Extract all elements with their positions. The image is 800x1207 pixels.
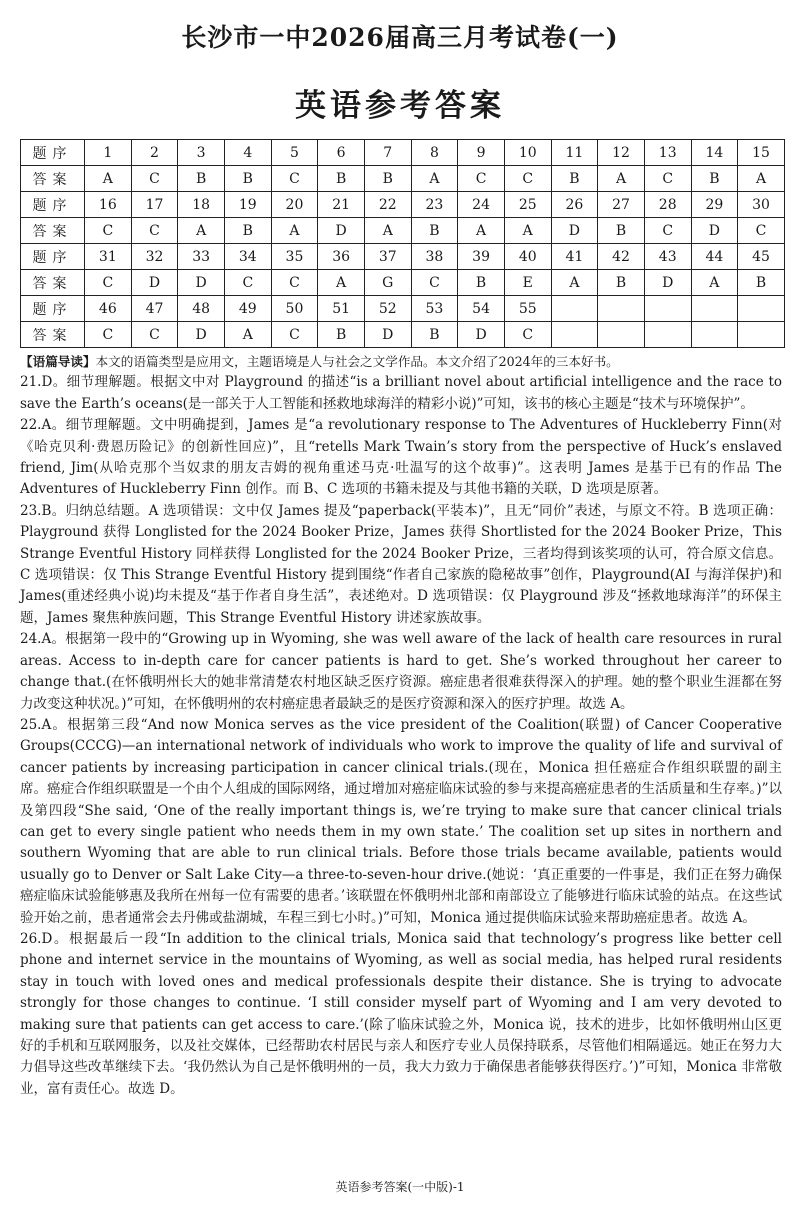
- explanations-section: [20, 351, 782, 1100]
- explanation-text: 细节理解题。文中明确提到，James 是“a revolutionary response to The Adventures of Huckleberry Finn(对《哈克贝利·费恩历险记》的创新性回应)”，且“retells Mark Twain’s story from the perspective of Huck’s enslaved friend, Jim(从哈克那个当奴隶的朋友吉姆的视角重述马克·吐温写的这个故事)”。这表明 James 是基于已有的作品 The Adventures of Huckleberry Finn 创作。而 B、C 选项的书籍未提及与其他书籍的关联，D 选项是原著。: [20, 417, 782, 498]
- answer-label-cell: 答案: [21, 166, 85, 192]
- question-number-cell: 16: [85, 192, 132, 218]
- question-number-cell: 20: [271, 192, 318, 218]
- guide-paragraph: [20, 351, 782, 372]
- answer-cell: D: [458, 322, 505, 348]
- answer-cell: A: [224, 322, 271, 348]
- answer-cell: C: [504, 166, 551, 192]
- question-number-cell: 30: [738, 192, 785, 218]
- question-number-cell: 28: [644, 192, 691, 218]
- answer-cell: C: [271, 270, 318, 296]
- answer-cell: C: [644, 166, 691, 192]
- question-number-cell: 7: [364, 140, 411, 166]
- answer-cell: D: [551, 218, 598, 244]
- answer-cell: B: [458, 270, 505, 296]
- explanation-answer: 23.B。: [20, 502, 66, 519]
- question-number-cell: 33: [178, 244, 225, 270]
- question-number-cell: 25: [504, 192, 551, 218]
- answer-cell: C: [85, 322, 132, 348]
- question-number-cell: 26: [551, 192, 598, 218]
- question-number-row: [21, 296, 785, 322]
- question-number-cell: 15: [738, 140, 785, 166]
- question-number-cell: 47: [131, 296, 178, 322]
- question-number-cell: 55: [504, 296, 551, 322]
- explanation-answer: 26.D。: [20, 930, 70, 947]
- answer-cell: C: [271, 322, 318, 348]
- explanation-text: 根据最后一段“In addition to the clinical trials, Monica said that technology’s progress like better cell phone and internet service in the mountains of Wyoming, as well as social media, has helped rural residents stay in touch with loved ones and medical professionals despite their distance. She is trying to advocate strongly for those changes to continue. ‘I still consider myself part of Wyoming and I am very devoted to making sure that patients can get access to care.’(除了临床试验之外，Monica 说，技术的进步，比如怀俄明州山区更好的手机和互联网服务，以及社交媒体，已经帮助农村居民与亲人和医疗专业人员保持联系，尽管他们相隔遥远。她正在努力大力倡导这些改革继续下去。‘我仍然认为自己是怀俄明州的一员，我大力致力于确保患者能够获得医疗。’)”可知，Monica 非常敬业，富有责任心。故选 D。: [20, 930, 782, 1097]
- answer-cell: D: [644, 270, 691, 296]
- answer-table: [20, 139, 785, 348]
- question-number-cell: 23: [411, 192, 458, 218]
- question-number-cell: 31: [85, 244, 132, 270]
- guide-text: 本文的语篇类型是应用文，主题语境是人与社会之文学作品。本文介绍了2024年的三本好书。: [95, 354, 619, 369]
- explanation-answer: 22.A。: [20, 417, 66, 434]
- answer-row: [21, 218, 785, 244]
- answer-label-cell: 答案: [21, 270, 85, 296]
- answer-cell: B: [598, 270, 645, 296]
- answer-cell: A: [551, 270, 598, 296]
- question-number-cell: 14: [691, 140, 738, 166]
- question-number-cell: 50: [271, 296, 318, 322]
- question-number-cell: 49: [224, 296, 271, 322]
- explanation-text: 根据第一段中的“Growing up in Wyoming, she was well aware of the lack of health care resources in rural areas. Access to in-depth care for cancer patients is hard to get. She’s worked throughout her career to change that.(在怀俄明州长大的她非常清楚农村地区缺乏医疗资源。癌症患者很难获得深入的护理。她的整个职业生涯都在努力改变这种状况。)”可知，在怀俄明州的农村癌症患者最缺乏的是医疗资源和深入的医疗护理。故选 A。: [20, 631, 782, 712]
- question-number-cell: 51: [318, 296, 365, 322]
- answer-cell: [691, 322, 738, 348]
- question-number-cell: 19: [224, 192, 271, 218]
- answer-cell: A: [364, 218, 411, 244]
- question-label-cell: 题序: [21, 140, 85, 166]
- question-number-cell: 44: [691, 244, 738, 270]
- explanation-answer: 21.D。: [20, 374, 67, 391]
- question-number-cell: 21: [318, 192, 365, 218]
- question-number-cell: 5: [271, 140, 318, 166]
- answer-cell: A: [178, 218, 225, 244]
- explanation-item: [20, 929, 782, 1100]
- answer-cell: E: [504, 270, 551, 296]
- answer-cell: B: [738, 270, 785, 296]
- question-number-cell: 54: [458, 296, 505, 322]
- question-number-cell: [644, 296, 691, 322]
- answer-cell: C: [411, 270, 458, 296]
- answer-cell: C: [131, 166, 178, 192]
- question-number-cell: 40: [504, 244, 551, 270]
- question-number-cell: [738, 296, 785, 322]
- answer-cell: B: [318, 322, 365, 348]
- answer-cell: A: [411, 166, 458, 192]
- answer-row: [21, 166, 785, 192]
- answer-cell: C: [458, 166, 505, 192]
- answer-cell: C: [644, 218, 691, 244]
- answer-cell: A: [318, 270, 365, 296]
- answer-cell: C: [738, 218, 785, 244]
- answer-cell: B: [691, 166, 738, 192]
- answer-cell: C: [85, 270, 132, 296]
- question-number-cell: 38: [411, 244, 458, 270]
- question-number-cell: 39: [458, 244, 505, 270]
- question-number-row: [21, 192, 785, 218]
- question-number-cell: 6: [318, 140, 365, 166]
- answer-cell: [738, 322, 785, 348]
- answer-cell: C: [504, 322, 551, 348]
- question-number-cell: [551, 296, 598, 322]
- answer-cell: B: [551, 166, 598, 192]
- question-label-cell: 题序: [21, 296, 85, 322]
- question-number-cell: 9: [458, 140, 505, 166]
- answer-cell: D: [318, 218, 365, 244]
- answer-cell: B: [411, 322, 458, 348]
- answer-cell: C: [131, 322, 178, 348]
- question-number-cell: 29: [691, 192, 738, 218]
- question-number-cell: 1: [85, 140, 132, 166]
- question-number-cell: 11: [551, 140, 598, 166]
- question-number-cell: [691, 296, 738, 322]
- question-number-cell: 18: [178, 192, 225, 218]
- question-number-cell: 24: [458, 192, 505, 218]
- question-number-cell: 45: [738, 244, 785, 270]
- explanation-item: [20, 715, 782, 929]
- answer-cell: B: [178, 166, 225, 192]
- answer-label-cell: 答案: [21, 218, 85, 244]
- question-number-row: [21, 244, 785, 270]
- answer-cell: D: [131, 270, 178, 296]
- question-number-cell: 12: [598, 140, 645, 166]
- answer-cell: C: [271, 166, 318, 192]
- answer-cell: [598, 322, 645, 348]
- question-number-cell: 53: [411, 296, 458, 322]
- explanation-answer: 25.A。: [20, 716, 68, 733]
- question-number-cell: 27: [598, 192, 645, 218]
- question-number-cell: 43: [644, 244, 691, 270]
- question-number-cell: 46: [85, 296, 132, 322]
- answer-cell: A: [691, 270, 738, 296]
- question-number-cell: 34: [224, 244, 271, 270]
- answer-cell: [551, 322, 598, 348]
- question-number-cell: [598, 296, 645, 322]
- answer-cell: G: [364, 270, 411, 296]
- question-number-cell: 32: [131, 244, 178, 270]
- question-number-cell: 4: [224, 140, 271, 166]
- answer-cell: B: [598, 218, 645, 244]
- explanation-item: [20, 415, 782, 501]
- explanation-text: 归纳总结题。A 选项错误：文中仅 James 提及“paperback(平装本)”，且无“同价”表述，与原文不符。B 选项正确：Playground 获得 Longlisted for the 2024 Booker Prize，James 获得 Shortlisted for the 2024 Booker Prize，This Strange Eventful History 同样获得 Longlisted for the 2024 Booker Prize，三者均得到该奖项的认可，符合原文信息。C 选项错误：仅 This Strange Eventful History 提到围绕“作者自己家族的隐秘故事”创作，Playground(AI 与海洋保护)和 James(重述经典小说)均未提及“基于作者自身生活”，表述绝对。D 选项错误：仅 Playground 涉及“拯救地球海洋”的环保主题，James 聚焦种族问题，This Strange Eventful History 讲述家族故事。: [20, 502, 782, 626]
- answer-row: [21, 270, 785, 296]
- answer-cell: B: [364, 166, 411, 192]
- answer-key-heading: 英语参考答案: [295, 88, 505, 124]
- answer-cell: [644, 322, 691, 348]
- question-number-cell: 36: [318, 244, 365, 270]
- explanation-answer: 24.A。: [20, 631, 66, 648]
- question-number-cell: 35: [271, 244, 318, 270]
- answer-cell: B: [318, 166, 365, 192]
- answer-cell: A: [271, 218, 318, 244]
- answer-cell: D: [178, 322, 225, 348]
- answer-row: [21, 322, 785, 348]
- answer-label-cell: 答案: [21, 322, 85, 348]
- answer-cell: B: [224, 218, 271, 244]
- exam-title: 长沙市一中2026届高三月考试卷(一): [181, 23, 619, 52]
- guide-tag: 【语篇导读】: [20, 354, 96, 369]
- answer-cell: D: [364, 322, 411, 348]
- question-number-cell: 8: [411, 140, 458, 166]
- question-number-cell: 13: [644, 140, 691, 166]
- answer-cell: D: [691, 218, 738, 244]
- explanation-item: [20, 372, 782, 415]
- question-number-cell: 2: [131, 140, 178, 166]
- question-label-cell: 题序: [21, 244, 85, 270]
- answer-cell: A: [598, 166, 645, 192]
- question-label-cell: 题序: [21, 192, 85, 218]
- question-number-cell: 48: [178, 296, 225, 322]
- question-number-cell: 10: [504, 140, 551, 166]
- explanation-text: 根据第三段“And now Monica serves as the vice president of the Coalition(联盟) of Cancer Cooperative Groups(CCCG)—an international network of individuals who work to improve the quality of life and survival of cancer patients by increasing participation in cancer clinical trials.(现在，Monica 担任癌症合作组织联盟的副主席。癌症合作组织联盟是一个由个人组成的国际网络，通过增加对癌症临床试验的参与来提高癌症患者的生活质量和生存率。)”以及第四段“She said, ‘One of the really important things is, we’re trying to make sure that cancer clinical trials can get to every single patient who needs them in my own state.’ The coalition set up sites in northern and southern Wyoming that are able to run clinical trials. Before those trials became available, patients would usually go to Denver or Salt Lake City—a three-to-seven-hour drive.(她说：‘真正重要的一件事是，我们正在努力确保癌症临床试验能够惠及我所在州每一位有需要的患者。’该联盟在怀俄明州北部和南部设立了能够进行临床试验的站点。在这些试验开始之前，患者通常会去丹佛或盐湖城，车程三到七小时。)”可知，Monica 通过提供临床试验来帮助癌症患者。故选 A。: [20, 716, 782, 926]
- answer-cell: D: [178, 270, 225, 296]
- question-number-cell: 52: [364, 296, 411, 322]
- answer-cell: A: [504, 218, 551, 244]
- question-number-cell: 22: [364, 192, 411, 218]
- question-number-cell: 41: [551, 244, 598, 270]
- answer-cell: C: [224, 270, 271, 296]
- question-number-cell: 37: [364, 244, 411, 270]
- question-number-cell: 3: [178, 140, 225, 166]
- answer-cell: A: [738, 166, 785, 192]
- explanation-text: 细节理解题。根据文中对 Playground 的描述“is a brilliant novel about artificial intelligence and the race to save the Earth’s oceans(是一部关于人工智能和拯救地球海洋的精彩小说)”可知，该书的核心主题是“技术与环境保护”。: [20, 374, 782, 412]
- explanation-item: [20, 629, 782, 715]
- question-number-row: [21, 140, 785, 166]
- answer-cell: B: [224, 166, 271, 192]
- question-number-cell: 42: [598, 244, 645, 270]
- answer-cell: A: [85, 166, 132, 192]
- answer-cell: B: [411, 218, 458, 244]
- page-footer: 英语参考答案(一中版)-1: [335, 1180, 465, 1194]
- answer-cell: C: [131, 218, 178, 244]
- explanation-item: [20, 501, 782, 629]
- question-number-cell: 17: [131, 192, 178, 218]
- answer-cell: C: [85, 218, 132, 244]
- answer-cell: A: [458, 218, 505, 244]
